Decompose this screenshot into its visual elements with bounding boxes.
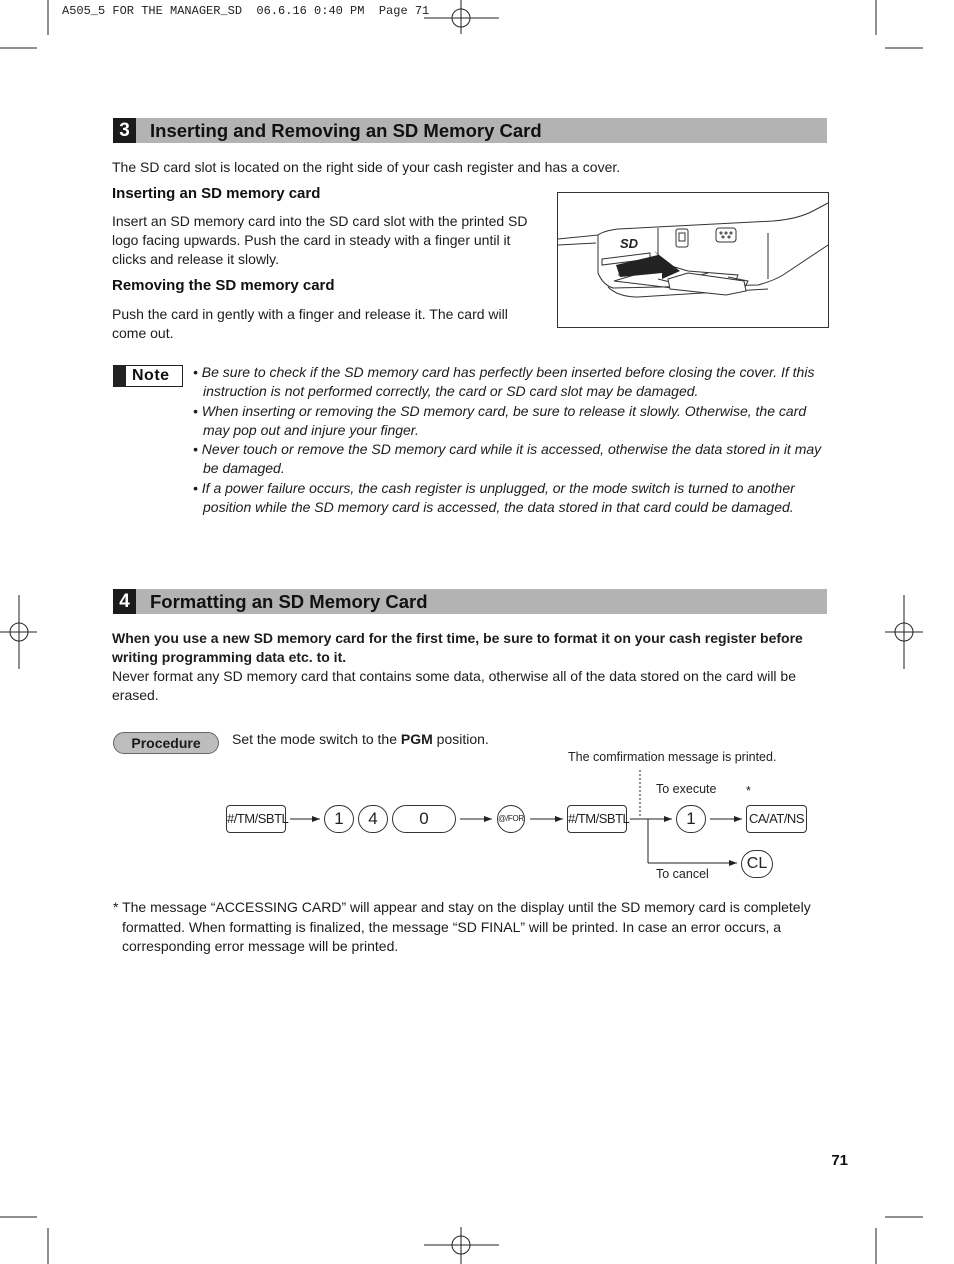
page-number: 71 <box>831 1152 848 1169</box>
procedure-step-suffix: position. <box>432 731 489 747</box>
note-item: • When inserting or removing the SD memory card, be sure to release it slowly. Otherwise, the card may pop out and injure your finger. <box>193 402 807 438</box>
format-warning: Never format any SD memory card that contains some data, otherwise all of the data stored on the card will be erased. <box>112 668 796 703</box>
key-4[interactable]: 4 <box>358 805 388 833</box>
format-intro-bold: When you use a new SD memory card for the first time, be sure to format it on your cash register before writing programming data etc. to it. <box>112 630 803 665</box>
execute-label: To execute <box>656 782 717 796</box>
procedure-step-prefix: Set the mode switch to the <box>232 731 401 747</box>
print-slug: A505_5 FOR THE MANAGER_SD 06.6.16 0:40 PM Page 71 <box>62 4 430 18</box>
footnote-text: * The message “ACCESSING CARD” will appear and stay on the display until the SD memory card is completely formatted. When formatting is finalized, the message “SD FINAL” will be printed. In case an error occurs, a corresponding error message will be printed. <box>113 899 811 954</box>
note-item: • If a power failure occurs, the cash register is unplugged, or the mode switch is turned to another position while the SD memory card is accessed, the data stored in that card could be damaged. <box>193 479 795 516</box>
note-badge-label: Note <box>132 367 170 384</box>
key-0[interactable]: 0 <box>392 805 456 833</box>
procedure-step-mode: PGM <box>400 731 433 747</box>
footnote <box>113 898 833 957</box>
section-title: Inserting and Removing an SD Memory Card <box>150 120 542 141</box>
insert-text: Insert an SD memory card into the SD card slot with the printed SD logo facing upwards. Push the card in steady with a finger until it clicks and release it slowly. <box>112 213 528 267</box>
key-tm-sbtl[interactable]: #/TM/SBTL <box>226 805 286 833</box>
remove-heading: Removing the SD memory card <box>112 277 335 294</box>
section-intro: The SD card slot is located on the right side of your cash register and has a cover. <box>112 159 621 175</box>
key-1[interactable]: 1 <box>324 805 354 833</box>
note-item: • Be sure to check if the SD memory card has perfectly been inserted before closing the cover. If this instruction is not performed correctly, the card or SD card slot may be damaged. <box>193 364 815 400</box>
sd-logo-text: SD <box>620 236 639 251</box>
key-at-for[interactable]: @/FOR <box>497 805 525 833</box>
key-cl[interactable]: CL <box>741 850 773 878</box>
section-title: Formatting an SD Memory Card <box>150 591 428 612</box>
cancel-label: To cancel <box>656 867 709 881</box>
note-item: • Never touch or remove the SD memory card while it is accessed, otherwise the data stored in it may be damaged. <box>193 441 822 477</box>
section-number: 3 <box>113 118 136 143</box>
key-ca-at-ns[interactable]: CA/AT/NS <box>746 805 807 833</box>
asterisk-mark: * <box>746 784 751 798</box>
key-tm-sbtl-2[interactable]: #/TM/SBTL <box>567 805 627 833</box>
confirm-label: The comfirmation message is printed. <box>568 750 777 764</box>
procedure-badge: Procedure <box>113 732 219 754</box>
key-1-execute[interactable]: 1 <box>676 805 706 833</box>
remove-text: Push the card in gently with a finger and release it. The card will come out. <box>112 306 508 341</box>
section-number: 4 <box>113 589 136 614</box>
insert-heading: Inserting an SD memory card <box>112 185 321 202</box>
